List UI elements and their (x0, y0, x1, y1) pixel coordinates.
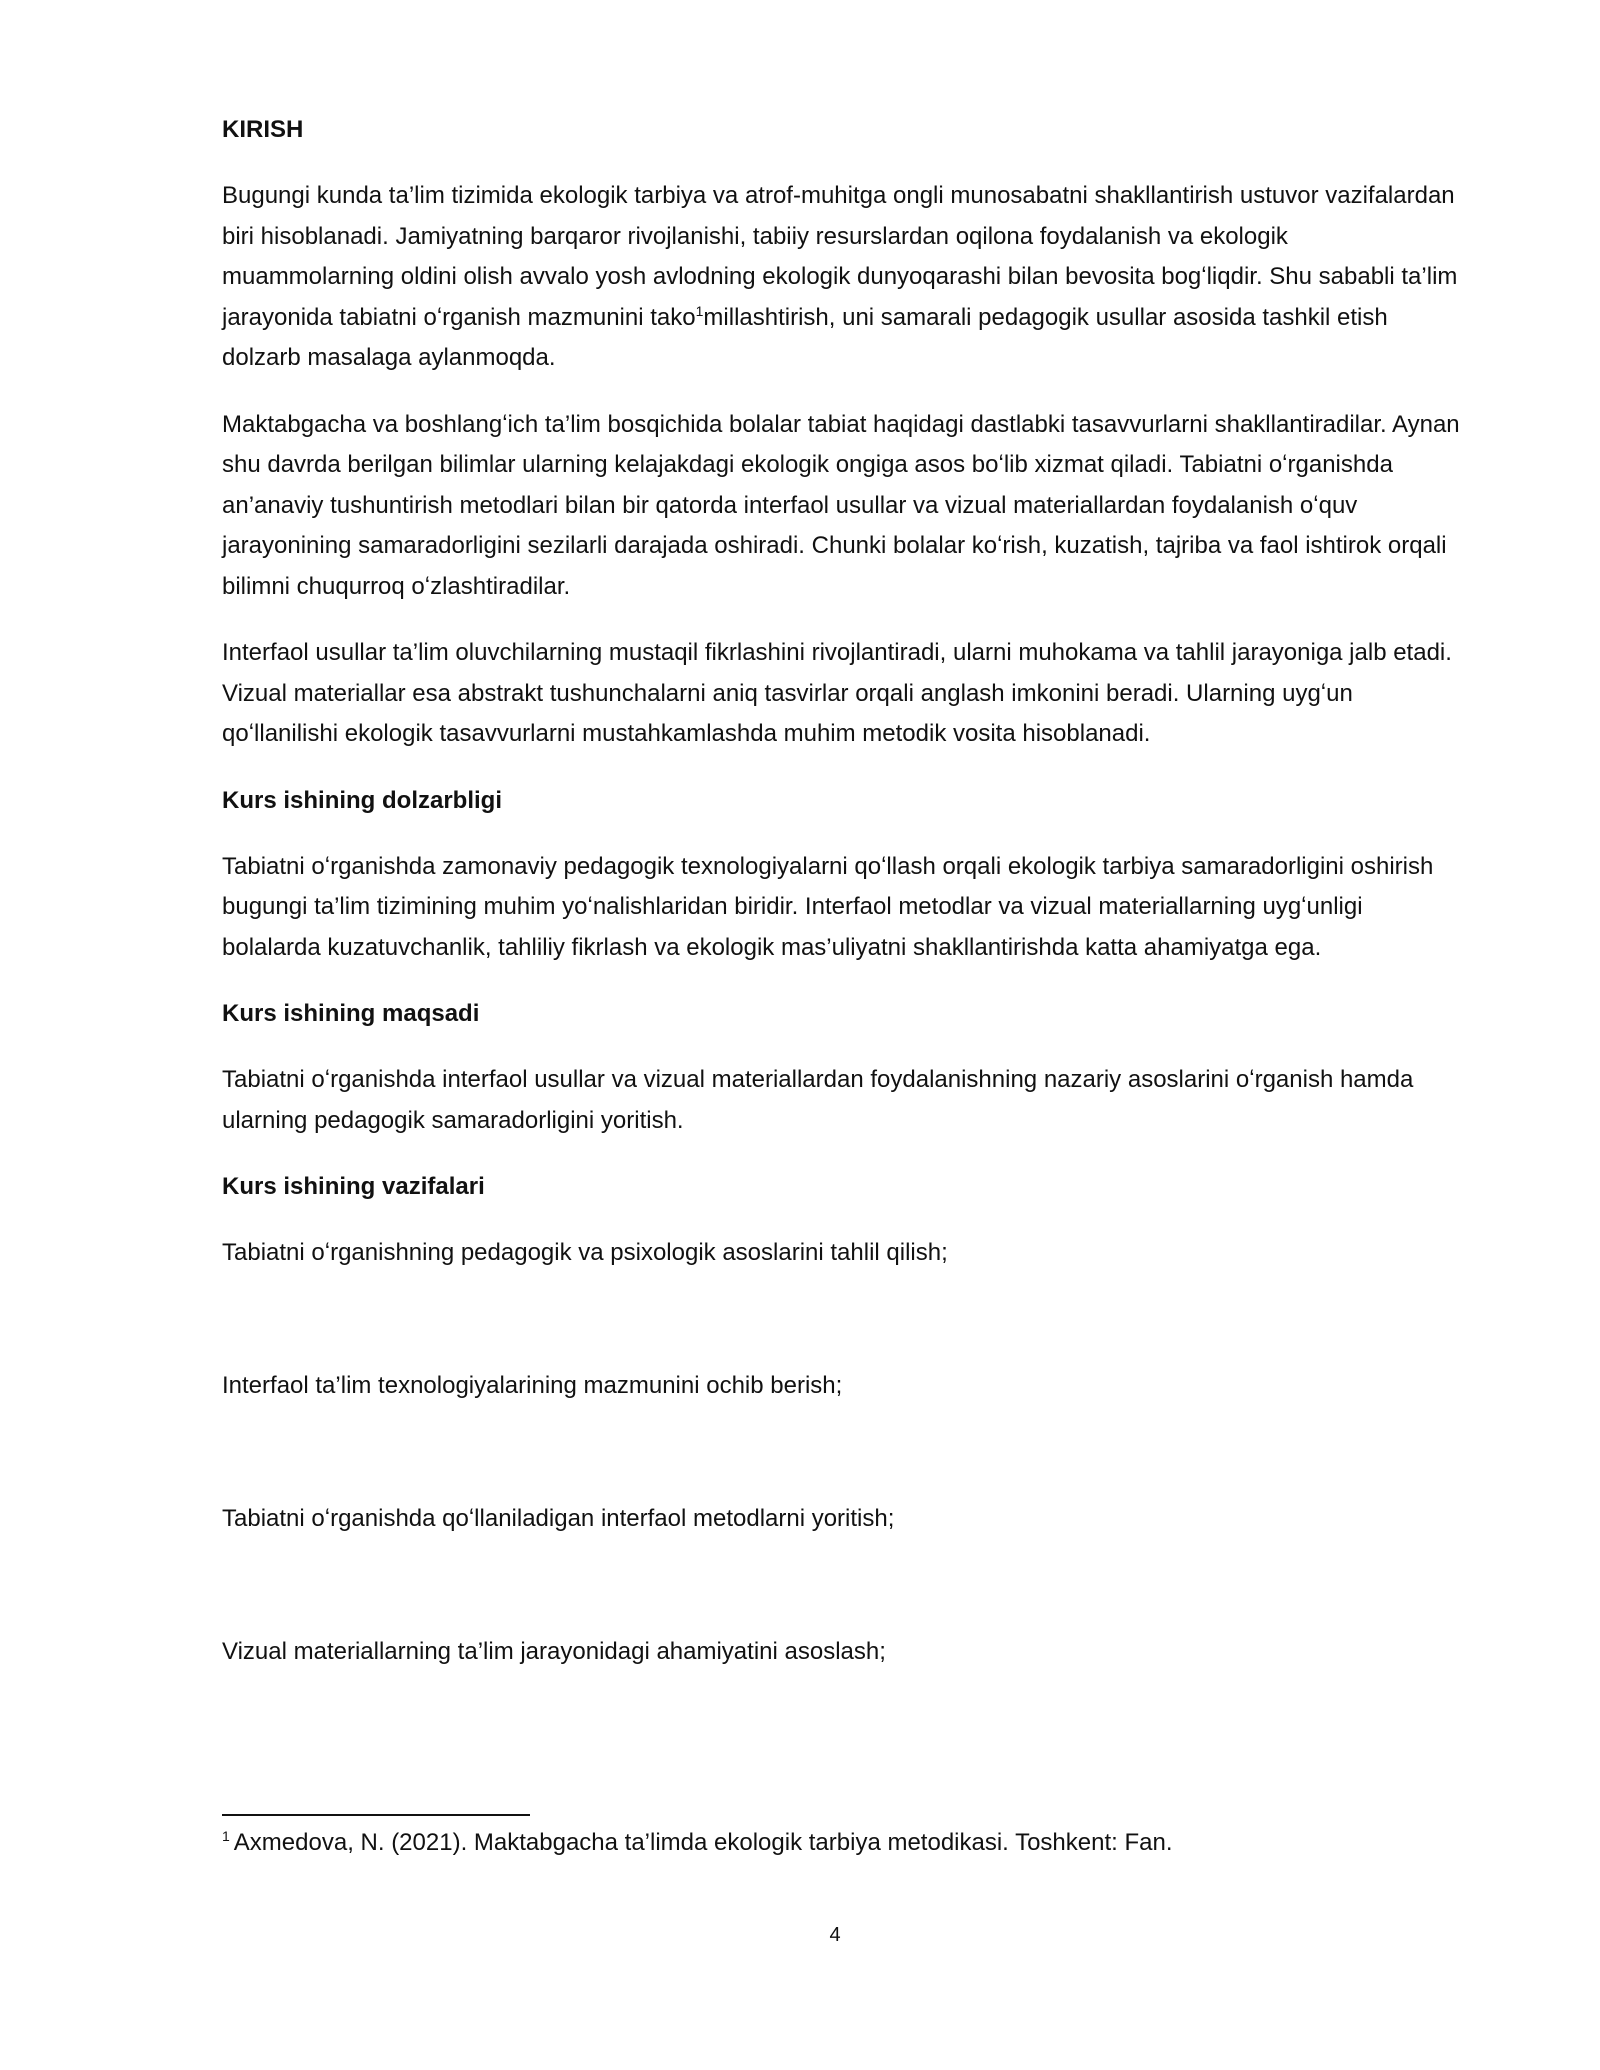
relevance-paragraph: Tabiatni oʻrganishda zamonaviy pedagogik texnologiyalarni qoʻllash orqali ekologik tarbiya samaradorligini oshirish bugungi ta’lim tizimining muhim yoʻnalishlaridan biridir. Interfaol metodlar va vizual materiallarning uygʻunligi bolalarda kuzatuvchanlik, tahliliy fikrlash va ekologik mas’uliyatni shakllantirishda katta ahamiyatga ega. (222, 852, 1434, 961)
task-item: Interfaol ta’lim texnologiyalarining mazmunini ochib berish; (222, 1372, 843, 1399)
task-item: Tabiatni oʻrganishning pedagogik va psixologik asoslarini tahlil qilish; (222, 1239, 948, 1266)
intro-paragraph-1 (222, 176, 1462, 379)
intro-paragraph-2: Maktabgacha va boshlangʻich ta’lim bosqichida bolalar tabiat haqidagi dastlabki tasavvurlarni shakllantiradilar. Aynan shu davrda berilgan bilimlar ularning kelajakdagi ekologik ongiga asos boʻlib xizmat qiladi. Tabiatni oʻrganishda an’anaviy tushuntirish metodlari bilan bir qatorda interfaol usullar va vizual materiallardan foydalanish oʻquv jarayonining samaradorligini sezilarli darajada oshiradi. Chunki bolalar koʻrish, kuzatish, tajriba va faol ishtirok orqali bilimni chuqurroq oʻzlashtiradilar. (222, 410, 1460, 600)
task-item: Tabiatni oʻrganishda qoʻllaniladigan interfaol metodlarni yoritish; (222, 1505, 895, 1532)
intro-paragraph-1-text-b: millashtirish, uni samarali pedagogik usullar asosida tashkil etish dolzarb masalaga aylanmoqda. (222, 303, 1388, 371)
footnote-number: 1 (222, 1828, 230, 1844)
section-heading-kirish: KIRISH (222, 116, 304, 143)
footnote (222, 1825, 1462, 1861)
intro-paragraph-3: Interfaol usullar ta’lim oluvchilarning mustaqil fikrlashini rivojlantiradi, ularni muhokama va tahlil jarayoniga jalb etadi. Vizual materiallar esa abstrakt tushunchalarni aniq tasvirlar orqali anglash imkonini beradi. Ularning uygʻun qoʻllanilishi ekologik tasavvurlarni mustahkamlashda muhim metodik vosita hisoblanadi. (222, 639, 1452, 747)
tasks-list (222, 1233, 1462, 1672)
footnote-separator (222, 1814, 530, 1816)
goal-paragraph: Tabiatni oʻrganishda interfaol usullar va vizual materiallardan foydalanishning nazariy asoslarini oʻrganish hamda ularning pedagogik samaradorligini yoritish. (222, 1066, 1414, 1134)
page-number: 4 (829, 1924, 841, 1946)
intro-paragraph-1-text-a: Bugungi kunda ta’lim tizimida ekologik tarbiya va atrof-muhitga ongli munosabatni shakllantirish ustuvor vazifalardan biri hisoblanadi. Jamiyatning barqaror rivojlanishi, tabiiy resurslardan oqilona foydalanish va ekologik muammolarning oldini olish avvalo yosh avlodning ekologik dunyoqarashi bilan bevosita bogʻliqdir. Shu sababli ta’lim jarayonida tabiatni oʻrganish mazmunini tako (222, 182, 1458, 331)
task-item: Vizual materiallarning ta’lim jarayonidagi ahamiyatini asoslash; (222, 1638, 886, 1665)
page-body (222, 110, 1462, 1765)
section-heading-goal: Kurs ishining maqsadi (222, 1000, 480, 1027)
footnote-reference[interactable]: 1 (695, 302, 704, 319)
section-heading-relevance: Kurs ishining dolzarbligi (222, 786, 503, 814)
section-heading-tasks: Kurs ishining vazifalari (222, 1173, 485, 1200)
footnote-text: Axmedova, N. (2021). Maktabgacha ta’limda ekologik tarbiya metodikasi. Toshkent: Fan. (233, 1829, 1173, 1856)
